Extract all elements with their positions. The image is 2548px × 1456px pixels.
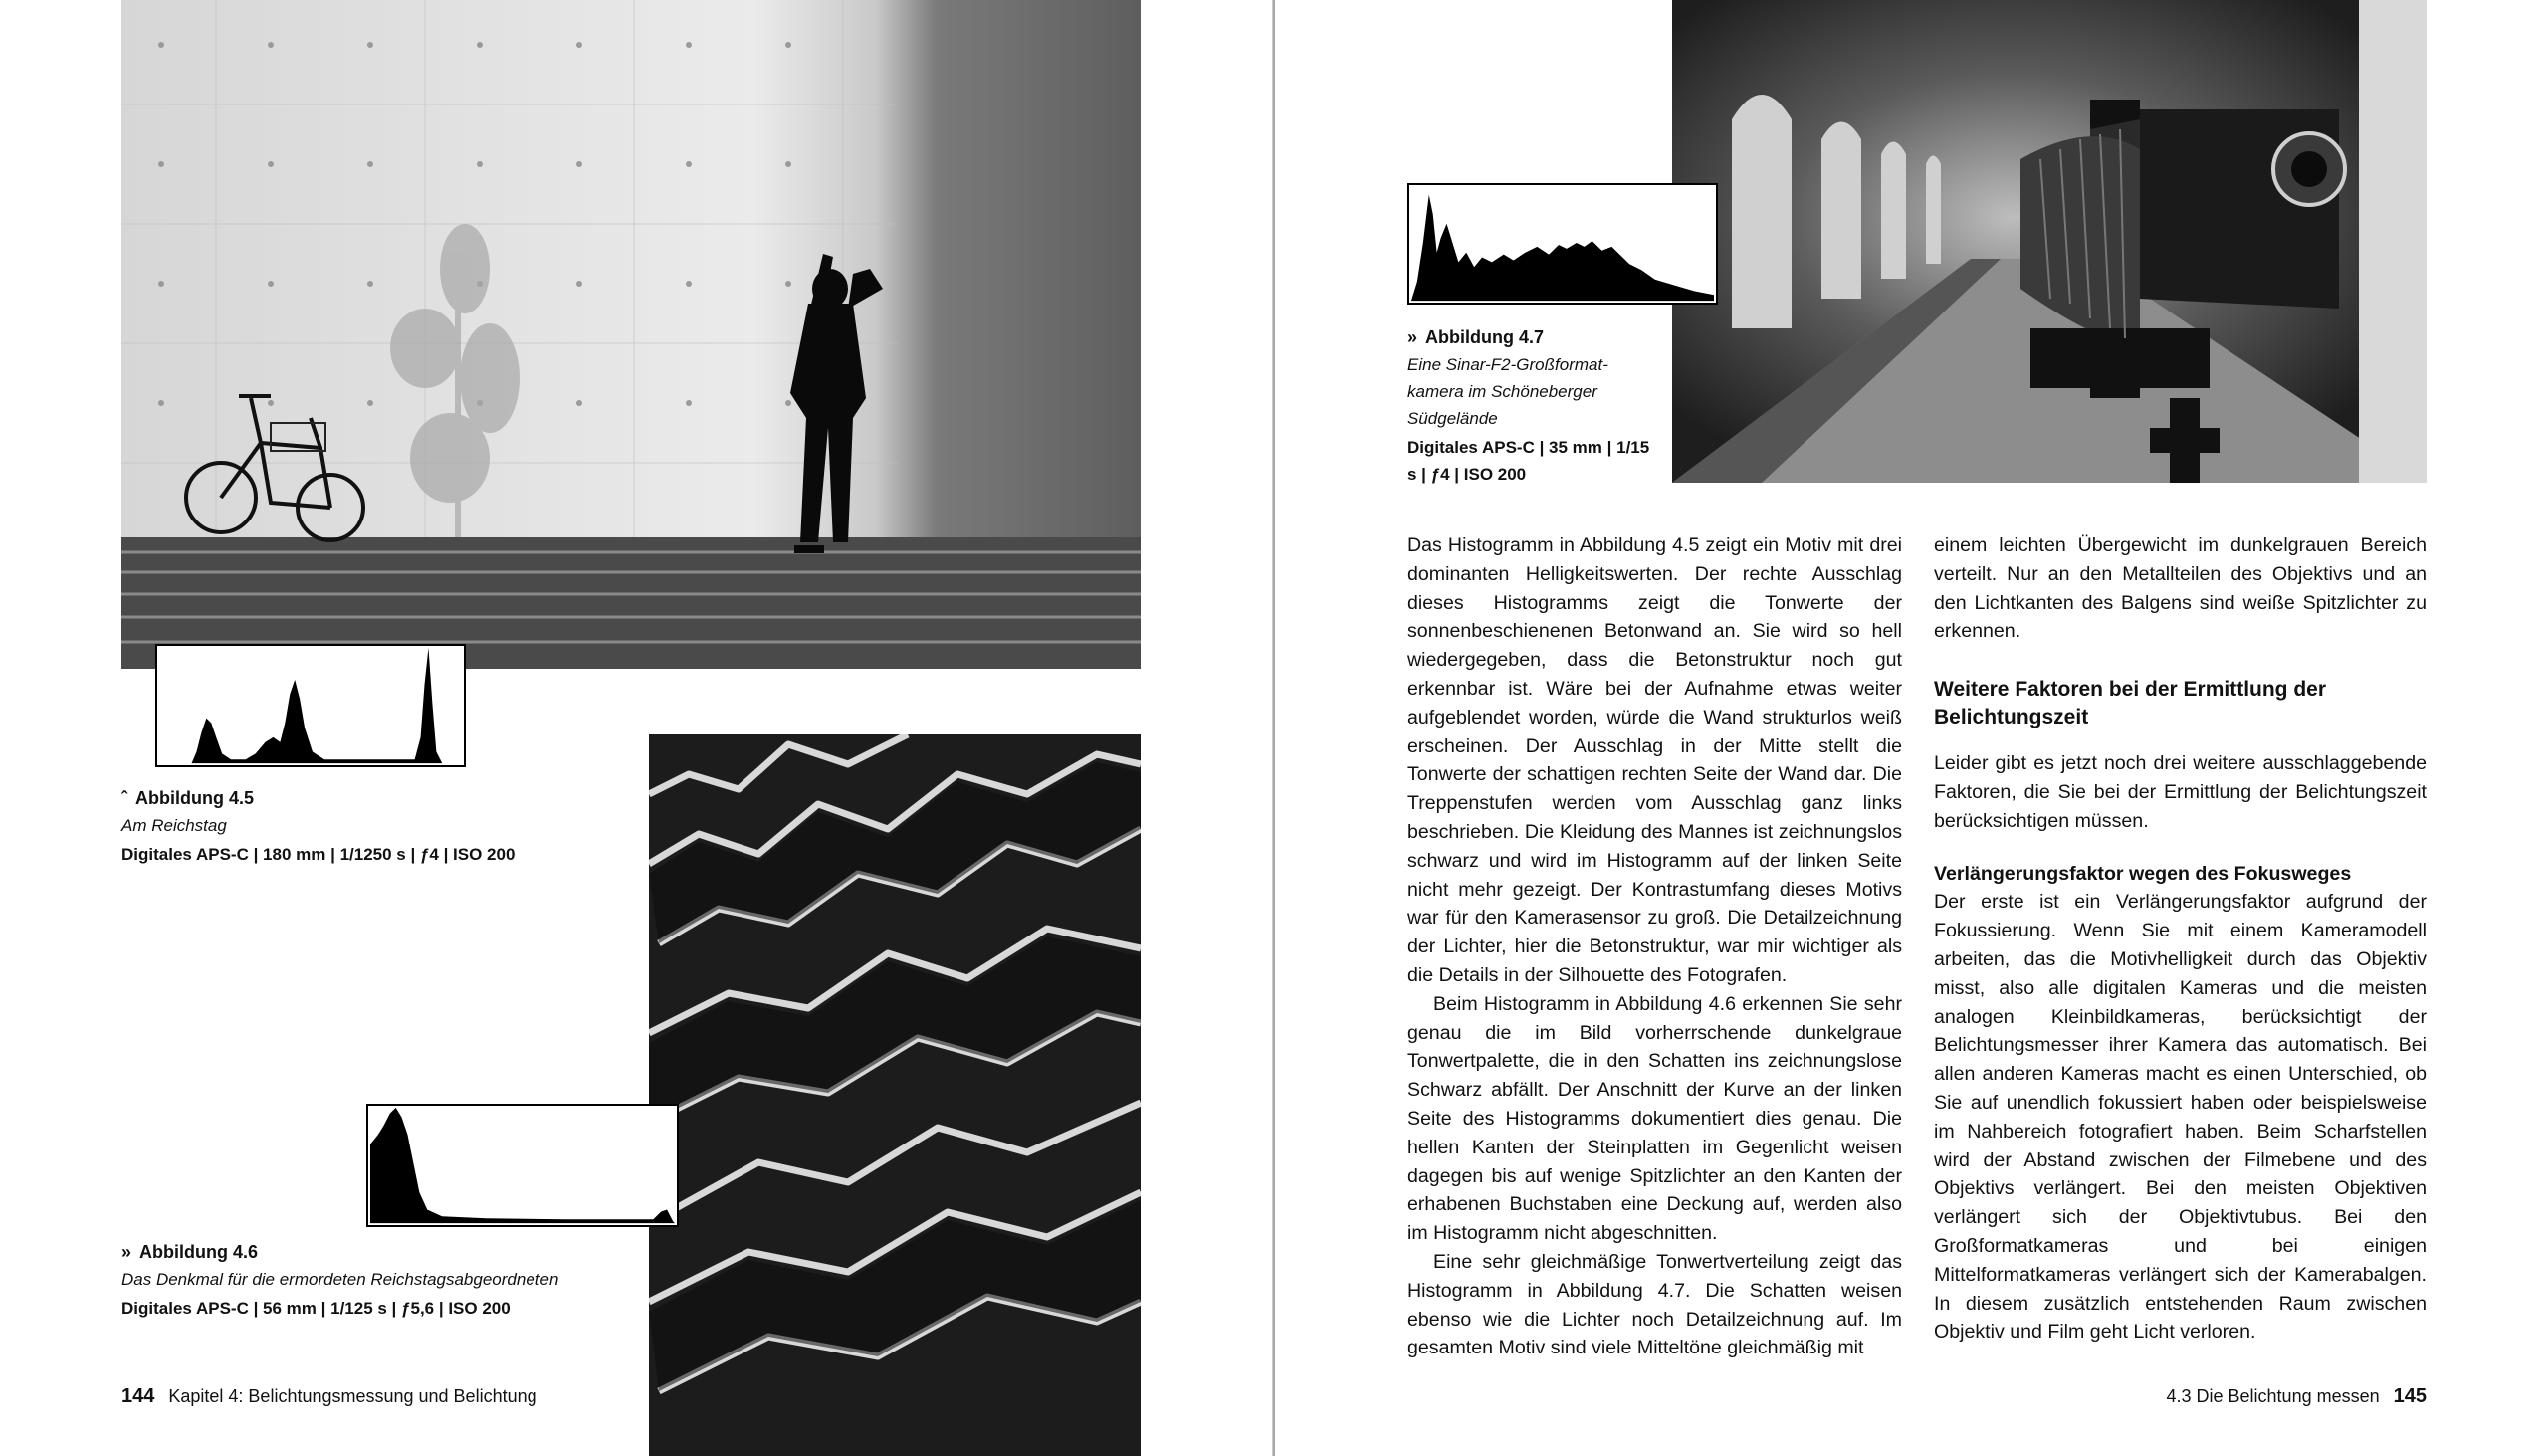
left-page [0, 0, 1273, 1456]
histogram-4-6 [366, 1104, 679, 1227]
section-heading: Weitere Faktoren bei der Ermittlung der Belichtungszeit [1934, 678, 2327, 729]
photo-reichstag [121, 0, 1141, 669]
page-number: 145 [2393, 1385, 2427, 1407]
caption-title: Abbildung 4.7 [1425, 327, 1545, 347]
caption-marker-icon: » [1407, 327, 1418, 347]
caption-4-6 [121, 1239, 639, 1322]
caption-tech: Digitales APS-C | 35 mm | 1/15 s | ƒ4 | ISO 200 [1407, 438, 1650, 484]
text-column-right [1934, 531, 2427, 1347]
page-number: 144 [121, 1385, 155, 1407]
paragraph: einem leichten Übergewicht im dunkelgrauen Bereich verteilt. Nur an den Metallteilen des Objektivs und an den Lichtkanten des Balgens sind weiße Spitzlichter zu erkennen. [1934, 534, 2427, 643]
caption-4-5 [121, 785, 639, 868]
paragraph: Beim Histogramm in Abbildung 4.6 erkennen Sie sehr genau die im Bild vorherrschende dunkelgraue Tonwertpalette, die in den Schatten ins zeichnungslose Schwarz abfällt. Der Anschnitt der Kurve an der linken Seite des Histogramms dokumentiert dies genau. Die hellen Kanten der Steinplatten im Gegenlicht weisen dagegen bis auf wenige Spitzlichter an den Kanten der erhabenen Buchstaben eine Deckung auf, werden also im Histogramm nicht abgeschnitten. [1407, 992, 1902, 1245]
paragraph: Leider gibt es jetzt noch drei weitere ausschlaggebende Faktoren, die Sie bei der Ermittlung der Belichtungszeit berücksichtigen müssen. [1934, 752, 2427, 832]
photo-sinar-camera [1672, 0, 2427, 483]
histogram-4-7 [1407, 183, 1718, 305]
caption-4-7 [1407, 324, 1656, 488]
paragraph: Eine sehr gleichmäßige Tonwertverteilung zeigt das Histogramm in Abbildung 4.7. Die Schatten weisen ebenso wie die Lichter noch Detailzeichnung auf. Im gesamten Motiv sind viele Mitteltöne gleichmäßig mit [1407, 1250, 1902, 1359]
caption-title: Abbildung 4.5 [135, 788, 254, 808]
paragraph: Das Histogramm in Abbildung 4.5 zeigt ein Motiv mit drei dominanten Helligkeitswerten. Der rechte Ausschlag dieses Histogramms zeigt die Tonwerte der sonnenbeschienenen Betonwand an. Sie wird so hell wiedergegeben, dass die Betonstruktur noch gut erkennbar ist. Wäre bei der Aufnahme etwas weiter aufgeblendet worden, würde die Wand strukturlos weiß erscheinen. Der Ausschlag in der Mitte stellt die Tonwerte der schattigen rechten Seite der Wand dar. Die Treppenstufen werden vom Ausschlag ganz links beschrieben. Die Kleidung des Mannes ist zeichnungslos schwarz und wird im Histogramm auf der linken Seite nicht mehr gezeigt. Der Kontrastumfang dieses Motivs war für den Kamerasensor zu groß. Die Detailzeichnung der Lichter, hier die Betonstruktur, war mir wichtiger als die Details in der Silhouette des Fotografen. [1407, 534, 1902, 986]
caption-title: Abbildung 4.6 [139, 1242, 259, 1262]
histogram-4-5 [155, 644, 466, 767]
caption-marker-icon: » [121, 1242, 132, 1262]
caption-marker-icon: ˆ [121, 788, 127, 808]
photo-memorial [649, 734, 1141, 1456]
paragraph: Der erste ist ein Verlängerungsfaktor aufgrund der Fokussierung. Wenn Sie mit einem Kameramodell arbeiten, das die Motivhelligkeit durch das Objektiv misst, also alle digitalen Kameras und die meisten analogen Kleinbildkameras, berücksichtigt der Belichtungsmesser ihrer Kamera das automatisch. Bei allen anderen Kameras macht es einen Unterschied, ob Sie auf unendlich fokussiert haben oder beispielsweise im Nahbereich fotografiert haben. Beim Scharfstellen wird der Abstand zwischen der Filmebene und des Objektivs verlängert. Bei den meisten Objektiven verlängert sich der Objektivtubus. Bei den Großformatkameras und bei einigen Mittelformatkameras verlängert sich der Kamerabalgen. In diesem zusätzlich entstehenden Raum zwischen Objektiv und Film geht Licht verloren. [1934, 891, 2427, 1344]
running-head: 4.3 Die Belichtung messen [2166, 1386, 2380, 1406]
caption-description: Am Reichstag [121, 816, 227, 835]
caption-tech: Digitales APS-C | 180 mm | 1/1250 s | ƒ4 | ISO 200 [121, 845, 516, 864]
caption-description: Eine Sinar-F2-Großformat-kamera im Schöneberger Südgelände [1407, 355, 1608, 428]
footer-left [121, 1385, 537, 1408]
caption-tech: Digitales APS-C | 56 mm | 1/125 s | ƒ5,6 | ISO 200 [121, 1299, 511, 1318]
text-column-left [1407, 531, 1902, 1362]
caption-description: Das Denkmal für die ermordeten Reichstagsabgeordneten [121, 1270, 559, 1289]
footer-right [2167, 1385, 2428, 1408]
running-head: Kapitel 4: Belichtungsmessung und Belichtung [168, 1386, 537, 1406]
subsection-heading: Verlängerungsfaktor wegen des Fokusweges [1934, 862, 2352, 885]
right-page [1275, 0, 2548, 1456]
